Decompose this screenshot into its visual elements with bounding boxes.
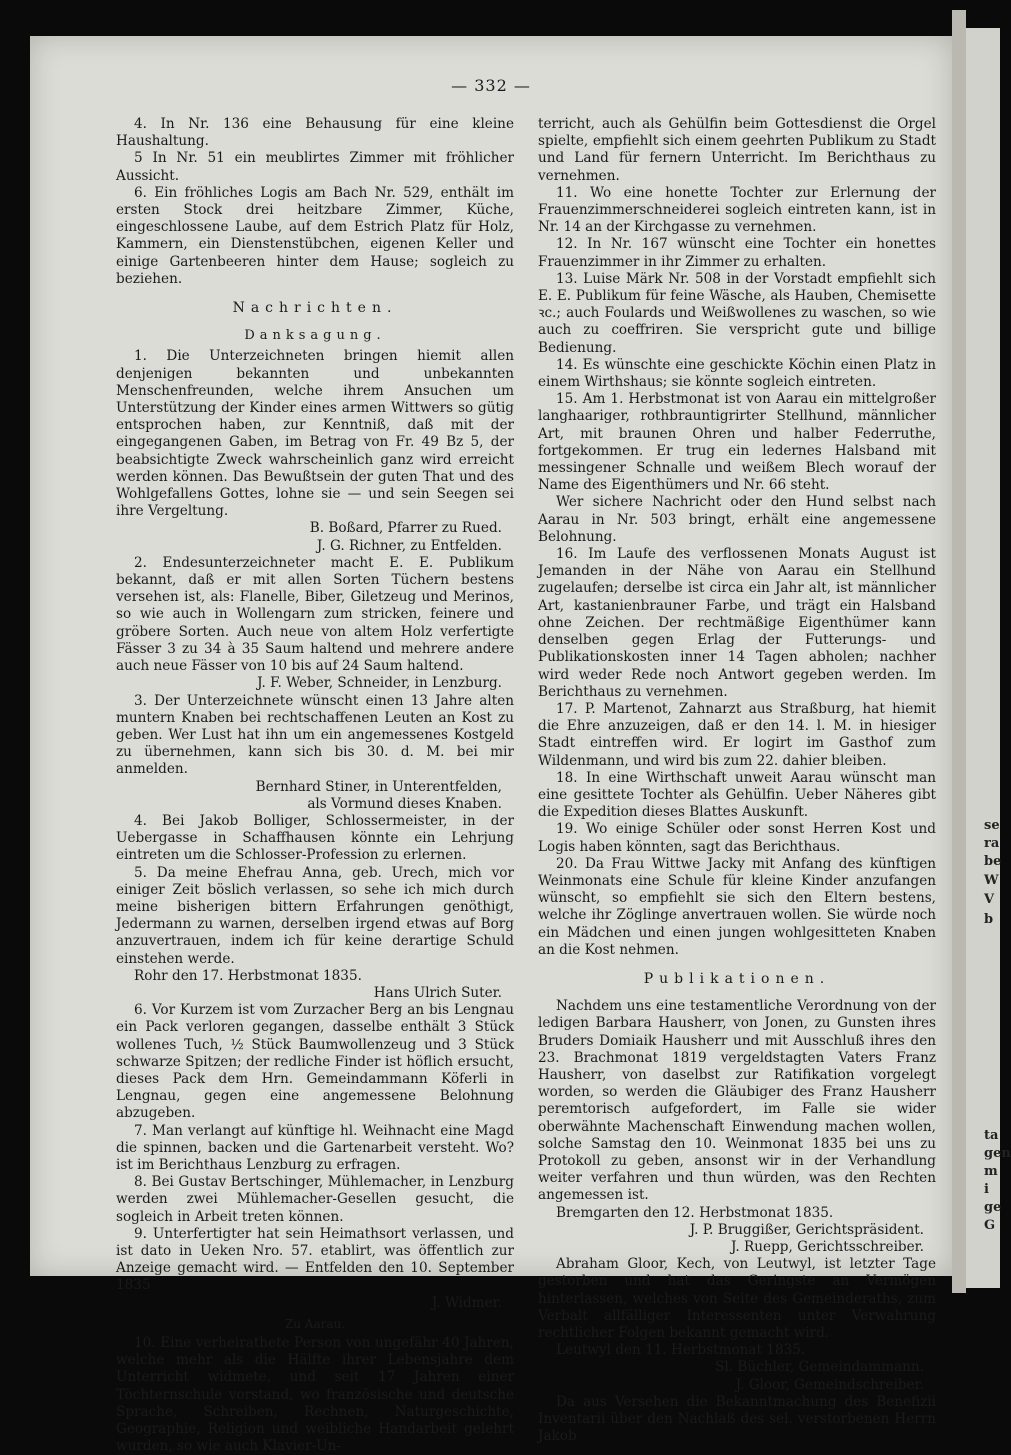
edge-text-fragment: ge bbox=[984, 1200, 1002, 1215]
newspaper-page bbox=[30, 36, 952, 1455]
right-paragraph: J. Ruepp, Gerichtsschreiber. bbox=[731, 1239, 924, 1255]
right-paragraph: terricht, auch als Gehülfin beim Gottesdienst die Orgel spielte, empfiehlt sich einem geehrten Publikum zu Stadt und Land für fernern Unterricht. Im Berichthaus zu vernehmen. bbox=[538, 116, 936, 184]
right-paragraph: 15. Am 1. Herbstmonat ist von Aarau ein mittelgroßer langhaariger, rothbrauntigrirter Stellhund, männlicher Art, mit braunen Ohren und halber Federruthe, fortgekommen. Er trug ein ledernes Halsband mit messingener Schnalle und weißem Blech worauf der Name des Eigenthümers und Nr. 66 steht. bbox=[538, 391, 936, 494]
right-paragraph: 13. Luise Märk Nr. 508 in der Vorstadt empfiehlt sich E. E. Publikum für feine Wäsche, als Hauben, Chemisette ꝛc.; auch Foulards und Weißwollenes zu waschen, so wie auch zu coeffriren. Sie verspricht gute und billige Bedienung. bbox=[538, 270, 936, 356]
right-paragraph: 11. Wo eine honette Tochter zur Erlernung der Frauenzimmerschneiderei sogleich eintreten kann, ist in Nr. 14 an der Kirchgasse zu vernehmen. bbox=[538, 184, 936, 236]
edge-text-fragment: ra bbox=[984, 836, 1000, 851]
right-paragraph: 18. In eine Wirthschaft unweit Aarau wünscht man eine gesittete Tochter als Gehülfin. Ueber Näheres gibt die Expedition dieses Blattes Auskunft. bbox=[538, 769, 936, 821]
page-number: — 332 — bbox=[451, 76, 531, 95]
right-paragraph: Nachdem uns eine testamentliche Verordnung von der ledigen Barbara Hausherr, von Jonen, zu Gunsten ihres Bruders Domiaik Hausherr und mit Ausschluß ihres den 23. Brachmonat 1819 vergeldstagten Vaters Franz Hausherr, von daselbst zur Ratifikation vorgelegt worden, so werden die Gläubiger des Franz Hausherr peremtorisch aufgefordert, im Falle sie wider oberwähnte Machenschaft Einwendung machen wollen, solche Samstag den 10. Weinmonat 1835 bei uns zu Protokoll zu geben, ansonst wir in der Verhandlung weiter verfahren und thun würden, was den Rechten angemessen ist. bbox=[538, 998, 936, 1204]
left-paragraph: J. G. Richner, zu Entfelden. bbox=[316, 537, 502, 554]
left-paragraph: 3. Der Unterzeichnete wünscht einen 13 Jahre alten muntern Knaben bei rechtschaffenen Leuten an Kost zu geben. Wer Lust hat ihn um ein angemessenes Kostgeld zu übernehmen, kann sich bis 30. d. M. bei mir anmelden. bbox=[116, 692, 514, 778]
left-paragraph: J. F. Weber, Schneider, in Lenzburg. bbox=[257, 675, 502, 692]
right-paragraph: 12. In Nr. 167 wünscht eine Tochter ein honettes Frauenzimmer in ihr Zimmer zu erhalten. bbox=[538, 236, 936, 270]
edge-text-fragment: se bbox=[984, 818, 1000, 833]
left-paragraph: 9. Unterfertigter hat sein Heimathsort verlassen, und ist dato in Ueken Nro. 57. etablirt, was öffentlich zur Anzeige gemacht wird. — Entfelden den 10. September 1835 bbox=[116, 1225, 514, 1294]
right-paragraph: Abraham Gloor, Kech, von Leutwyl, ist letzter Tage gestorben und hat das Geringste an Vermögen hinterlassen, welches von Seite des Gemeinderaths, zum Verbalt allfälliger Interessenten unter Verwahrung rechtlicher Folgen bekannt gemacht wird. bbox=[538, 1256, 936, 1342]
left-paragraph: Danksagung. bbox=[244, 328, 386, 344]
binding-gutter bbox=[952, 10, 966, 1293]
right-paragraph: Leutwyl den 11. Herbstmonat 1835. bbox=[556, 1342, 806, 1359]
right-paragraph: Da aus Versehen die Bekanntmachung des Benefizii Inventarii über den Nachlaß des sel. verstorbenen Herrn Jakob bbox=[538, 1393, 936, 1445]
edge-text-fragment: be bbox=[984, 854, 1002, 869]
left-paragraph: 6. Vor Kurzem ist vom Zurzacher Berg an bis Lengnau ein Pack verloren gegangen, dasselbe enthält 3 Stück wollenes Tuch, ½ Stück Baumwollenzeug und 3 Stück schwarze Spitzen; der redliche Finder ist höflich ersucht, dieses Pack dem Hrn. Gemeindammann Köferli in Lengnau, gegen eine angemessene Belohnung abzugeben. bbox=[116, 1002, 514, 1122]
edge-text-fragment: b bbox=[984, 912, 994, 927]
edge-text-fragment: gen bbox=[984, 1146, 1011, 1161]
right-paragraph: J. Gloor, Gemeindschreiber. bbox=[735, 1376, 924, 1393]
right-paragraph: 14. Es wünschte eine geschickte Köchin einen Platz in einem Wirthshaus; sie könnte sogleich eintreten. bbox=[538, 356, 936, 391]
right-paragraph: Sl. Büchler, Gemeindammann. bbox=[715, 1359, 924, 1376]
right-column bbox=[538, 116, 936, 1445]
adjacent-page-edge bbox=[966, 28, 1011, 1288]
left-paragraph: B. Boßard, Pfarrer zu Rued. bbox=[309, 520, 502, 537]
right-paragraph: Publikationen. bbox=[643, 970, 831, 987]
edge-text-fragment: i bbox=[984, 1182, 989, 1197]
right-paragraph: 19. Wo einige Schüler oder sonst Herren Kost und Logis haben könnten, sagt das Berichthaus. bbox=[538, 821, 936, 855]
edge-text-fragment: ta bbox=[984, 1128, 999, 1143]
left-paragraph: 2. Endesunterzeichneter macht E. E. Publikum bekannt, daß er mit allen Sorten Tüchern bestens versehen ist, als: Flanelle, Biber, Giletzeug und Merinos, so wie auch in Wollengarn zum stricken, feinere und gröbere Sorten. Auch neue von altem Holz verfertigte Fässer 3 zu 34 à 35 Saum haltend und mehrere andere auch neue Fässer von 10 bis auf 24 Saum haltend. bbox=[116, 554, 514, 675]
right-paragraph: Bremgarten den 12. Herbstmonat 1835. bbox=[556, 1204, 834, 1221]
left-paragraph: Zu Aarau. bbox=[284, 1316, 346, 1331]
left-paragraph: 6. Ein fröhliches Logis am Bach Nr. 529, enthält im ersten Stock drei heitzbare Zimmer, Küche, eingeschlossene Laube, auf dem Estrich Platz für Holz, Kammern, ein Dienstenstübchen, eigenen Keller und einige Gartenbeeren hinter dem Hause; sogleich zu beziehen. bbox=[116, 184, 514, 287]
edge-text-fragment: W bbox=[984, 873, 999, 888]
left-paragraph: Bernhard Stiner, in Unterentfelden, bbox=[255, 778, 502, 795]
left-paragraph: 8. Bei Gustav Bertschinger, Mühlemacher, in Lenzburg werden zwei Mühlemacher-Gesellen gesucht, die sogleich in Arbeit treten können. bbox=[116, 1174, 514, 1225]
left-paragraph: 5. Da meine Ehefrau Anna, geb. Urech, mich vor einiger Zeit böslich verlassen, so sehe ich mich durch meine bisherigen bittern Erfahrungen genöthigt, Jedermann zu warnen, derselben irgend etwas auf Borg anzuvertrauen, indem ich für keine derartige Schuld einstehen werde. bbox=[116, 864, 514, 967]
right-paragraph: 20. Da Frau Wittwe Jacky mit Anfang des künftigen Weinmonats eine Schule für kleine Kinder anzufangen wünscht, so empfiehlt sie sich den Eltern bestens, welche ihr Zöglinge anvertrauen wollen. Sie würde noch ein Mädchen und einen jungen wohlgesitteten Knaben an die Kost nehmen. bbox=[538, 855, 936, 958]
left-paragraph: 7. Man verlangt auf künftige hl. Weihnacht eine Magd die spinnen, backen und die Gartenarbeit versteht. Wo? ist im Berichthaus Lenzburg zu erfragen. bbox=[116, 1122, 514, 1173]
left-paragraph: Rohr den 17. Herbstmonat 1835. bbox=[134, 967, 362, 984]
right-paragraph: 17. P. Martenot, Zahnarzt aus Straßburg, hat hiemit die Ehre anzuzeigen, daß er den 14. l. M. in hiesiger Stadt eintreffen wird. Er logirt im Gasthof zum Wildenmann, und wird bis zum 22. dahier bleiben. bbox=[538, 700, 936, 769]
edge-text-fragment: V bbox=[984, 892, 995, 907]
edge-text-fragment: G bbox=[984, 1218, 996, 1233]
right-paragraph: Wer sichere Nachricht oder den Hund selbst nach Aarau in Nr. 503 bringt, erhält eine angemessene Belohnung. bbox=[538, 494, 936, 545]
right-paragraph: 16. Im Laufe des verflossenen Monats August ist Jemanden in der Nähe von Aarau ein Stellhund zugelaufen; derselbe ist circa ein Jahr alt, ist männlicher Art, kastanienbrauner Farbe, und trägt ein Halsband ohne Zeichen. Der rechtmäßige Eigenthümer kann denselben gegen Erlag der Futterungs- und Publikationskosten inner 14 Tagen abholen; nachher wird weder Rede noch Antwort gegeben werden. Im Berichthaus zu vernehmen. bbox=[538, 546, 936, 700]
left-paragraph: Hans Ulrich Suter. bbox=[373, 984, 502, 1001]
left-paragraph: als Vormund dieses Knaben. bbox=[307, 795, 502, 812]
left-paragraph: 4. Bei Jakob Bolliger, Schlossermeister, in der Uebergasse in Schaffhausen könnte ein Lehrjung eintreten um die Schlosser-Profession zu erlernen. bbox=[116, 812, 514, 864]
edge-text-fragment: m bbox=[984, 1164, 998, 1179]
left-paragraph: 1. Die Unterzeichneten bringen hiemit allen denjenigen bekannten und unbekannten Menschenfreunden, welche ihrem Ansuchen um Unterstützung der Kinder eines armen Wittwers so gütig entsprochen haben, zur Kenntniß, daß mit der eingegangenen Gaben, im Betrag von Fr. 49 Bz 5, der beabsichtigte Zweck wahrscheinlich ganz wird erreicht werden können. Das Bewußtsein der guten That und des Wohlgefallens Gottes, lohne sie — und sein Seegen sei ihre Vergeltung. bbox=[116, 348, 514, 520]
left-paragraph: Nachrichten. bbox=[232, 300, 398, 317]
left-paragraph: 10. Eine verheirathete Person von ungefähr 40 Jahren, welche mehr als die Hälfte ihrer Lebensjahre dem Unterricht widmete, und seit 17 Jahren einer Töchternschule vorstand, wo französische und deutsche Sprache, Schreiben, Rechnen, Naturgeschichte, Geographie, Religion und weibliche Handarbeit gelehrt wurden, so wie auch Klavier-Un- bbox=[116, 1335, 514, 1455]
left-column bbox=[116, 116, 514, 1455]
left-paragraph: 4. In Nr. 136 eine Behausung für eine kleine Haushaltung. bbox=[116, 116, 514, 150]
left-paragraph: J. Widmer. bbox=[431, 1294, 502, 1311]
left-paragraph: 5 In Nr. 51 ein meublirtes Zimmer mit fröhlicher Aussicht. bbox=[116, 150, 514, 184]
right-paragraph: J. P. Bruggißer, Gerichtspräsident. bbox=[689, 1221, 924, 1238]
